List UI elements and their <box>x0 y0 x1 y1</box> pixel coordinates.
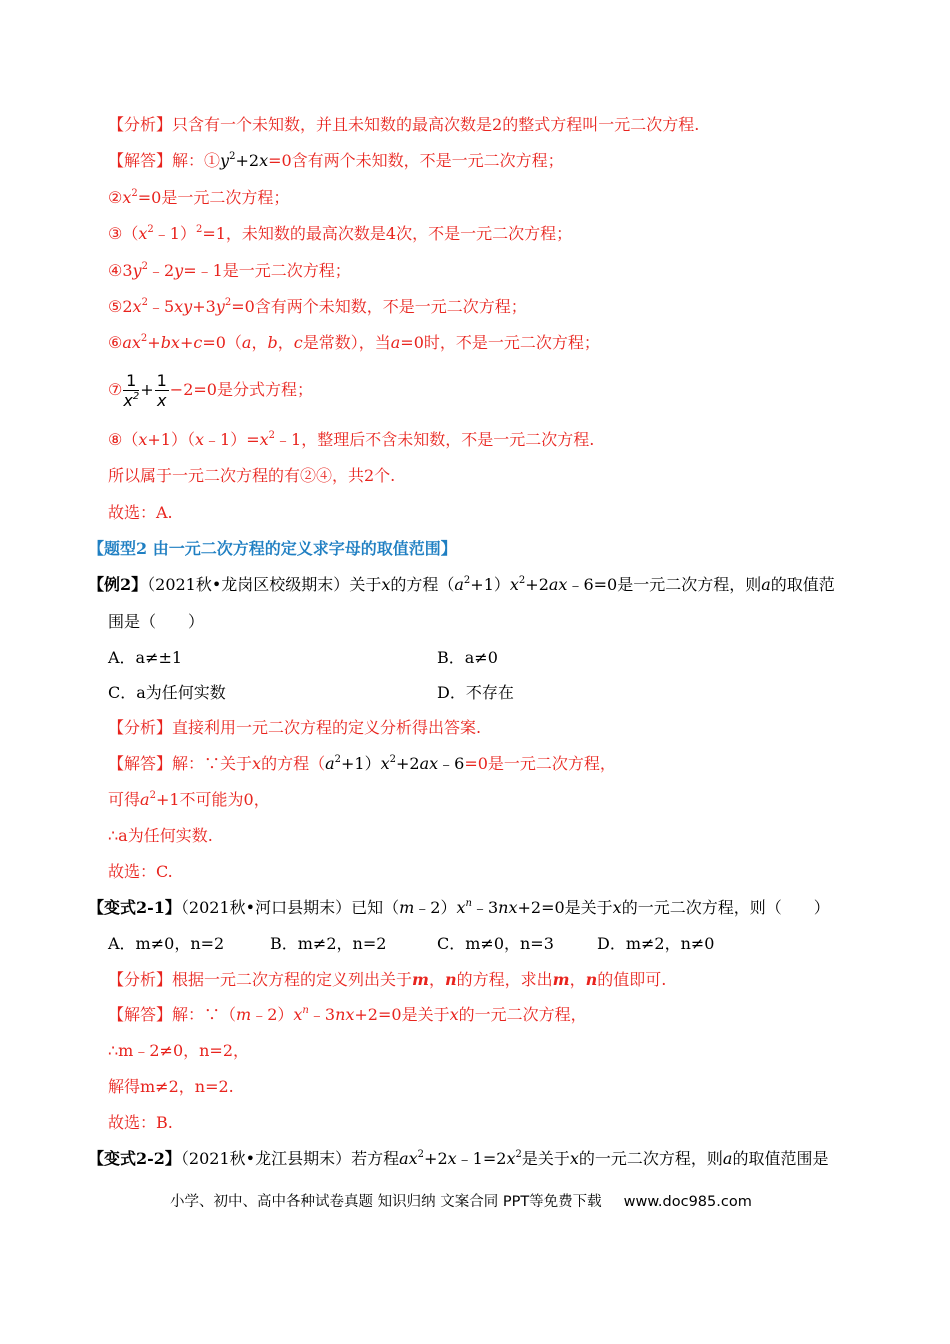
variant-2-1-answer-line-3: 解得m≠2，n=2. <box>108 1077 234 1096</box>
example-2-source: （2021秋•龙岗区校级期末） <box>147 575 350 594</box>
variant-2-1-answer-line-1: 【解答】解：$\because(m﹣2)x^n﹣3nx+2=0$是关于x的一元二次方程， <box>108 1005 587 1024</box>
section-heading-type-2 <box>88 538 457 560</box>
variant-2-1-source: （2021秋•河口县期末） <box>180 898 352 917</box>
answer-line-8 <box>108 429 594 451</box>
variant-2-1-equation: $m﹣2)x^n﹣3nx+2$ <box>399 898 542 917</box>
example-2-option-b: B．a≠0 <box>437 648 498 667</box>
variant-2-1-option-b: B．m≠2，n=2 <box>270 934 387 953</box>
variant-2-2-source: （2021秋•龙江县期末） <box>180 1149 352 1168</box>
example-2-option-a: A．a≠±1 <box>108 648 183 667</box>
item-5-text: =0含有两个未知数，不是一元二次方程； <box>231 297 527 316</box>
fraction-one-over-x-squared: $\frac{1}{x^2}$ <box>123 371 140 410</box>
footer-text: 小学、初中、高中各种试卷真题 知识归纳 文案合同 PPT等免费下载 <box>170 1194 602 1210</box>
example-2-answer-equation: $a^2+1)x^2+2ax﹣6$ <box>325 754 465 773</box>
analysis-tag: 【分析】 <box>108 115 173 134</box>
item-4-equation: $④3y^2﹣2y$ <box>108 261 184 280</box>
example-2-stem-line-2-text: 围是（ ） <box>108 612 205 631</box>
analysis-line-1 <box>108 114 699 136</box>
example-2-analysis: 【分析】直接利用一元二次方程的定义分析得出答案. <box>108 718 482 737</box>
choice-line-1 <box>108 502 173 524</box>
answer-line-4 <box>108 260 351 282</box>
footer-url[interactable]: www.doc985.com <box>623 1194 752 1210</box>
answer-line-3 <box>108 223 572 245</box>
example-2-answer-line-3: ∴a为任何实数. <box>108 826 213 845</box>
choice-text: 故选：A. <box>108 503 173 522</box>
variant-2-1-choice: 故选：B. <box>108 1113 173 1132</box>
item-1-text: =0含有两个未知数，不是一元二次方程； <box>268 151 564 170</box>
item-6-equation: $⑥ax^2+bx+c=0(a$，b，c <box>108 333 303 352</box>
page-footer <box>170 1190 752 1211</box>
conclusion-line <box>108 465 395 487</box>
example-2-stem-d: 的取值范 <box>770 575 835 594</box>
item-3-number: ③ <box>108 224 123 243</box>
answer-line-7 <box>108 369 313 411</box>
answer-intro: 解： <box>172 151 205 170</box>
variant-2-1-option-a: A．m≠0，n=2 <box>108 934 225 953</box>
item-7-minus: −2 <box>169 380 194 399</box>
item-8-number: ⑧ <box>108 430 123 449</box>
item-2-text: =0是一元二次方程； <box>137 188 290 207</box>
example-2-option-c: C．a为任何实数 <box>108 683 226 702</box>
variant-2-1-option-d: D．m≠2，n≠0 <box>597 934 715 953</box>
example-2-answer-line-1: 【解答】解：∵关于x的方程$(a^2+1)x^2+2ax﹣6=0$是一元二次方程， <box>108 754 616 773</box>
item-7-text: =0是分式方程； <box>193 380 313 399</box>
section-heading-text: 【题型2 由一元二次方程的定义求字母的取值范围】 <box>88 539 457 558</box>
item-6-end: =0时，不是一元二次方程； <box>400 333 600 352</box>
example-2-answer-line-2: 可得$a^2+1$不可能为0， <box>108 790 270 809</box>
example-2-stem-a: 关于 <box>349 575 382 594</box>
example-2-stem-line-1: 【例2】（2021秋•龙岗区校级期末）关于x的方程$(a^2+1)x^2+2ax﹣6=0$是一元二次方程，则a的取值范 <box>88 575 835 594</box>
item-3-equation: $(x^2﹣1)^2$ <box>122 224 203 243</box>
fraction-one-over-x: $\frac{1}{x}$ <box>156 371 167 410</box>
variant-2-2-tag: 【变式2-2】 <box>88 1149 181 1168</box>
example-2-equation: $a^2+1)x^2+2ax﹣6$ <box>454 575 594 594</box>
variant-2-1-option-c: C．m≠0，n=3 <box>437 934 554 953</box>
variant-2-1-analysis: 【分析】根据一元二次方程的定义列出关于m，n的方程，求出m，n的值即可. <box>108 970 667 989</box>
plus-sign: + <box>140 380 154 399</box>
variant-2-2-stem: 【变式2-2】（2021秋•龙江县期末）若方程$ax^2+2x﹣1=2x^2$是关于x的一元二次方程，则a的取值范围是 <box>88 1149 829 1168</box>
item-6-condition: a <box>390 333 401 352</box>
example-2-stem-c: =0是一元二次方程，则 <box>593 575 762 594</box>
answer-tag: 【解答】 <box>108 151 173 170</box>
analysis-text: 只含有一个未知数，并且未知数的最高次数是2的整式方程叫一元二次方程. <box>172 115 700 134</box>
answer-line-1 <box>108 150 564 172</box>
answer-line-2 <box>108 187 289 209</box>
answer-line-6 <box>108 332 600 354</box>
example-2-stem-line-2 <box>108 611 204 633</box>
answer-line-5 <box>108 296 527 318</box>
conclusion-text: 所以属于一元二次方程的有②④，共2个. <box>108 466 396 485</box>
variant-2-1-answer-equation: $m﹣2)x^n﹣3nx+2$ <box>236 1005 378 1024</box>
variant-2-1-stem: 【变式2-1】（2021秋•河口县期末）已知$(m﹣2)x^n﹣3nx+2=0$是关于x的一元二次方程，则（ ） <box>88 898 830 917</box>
item-1-number: ① <box>204 151 221 170</box>
example-2-tag: 【例2】 <box>88 575 148 594</box>
item-1-equation: $y^2+2x$ <box>220 151 269 170</box>
example-2-stem-b: 的方程（ <box>390 575 455 594</box>
example-2-option-d: D．不存在 <box>437 683 514 702</box>
item-7-number: ⑦ <box>108 380 123 399</box>
example-2-choice: 故选：C. <box>108 862 173 881</box>
item-3-text: =1，未知数的最高次数是4次，不是一元二次方程； <box>202 224 573 243</box>
variant-2-1-tag: 【变式2-1】 <box>88 898 181 917</box>
variant-2-2-equation: $ax^2+2x﹣1=2x^2$ <box>399 1149 522 1168</box>
item-6-text: 是常数），当 <box>302 333 391 352</box>
item-2-equation: $②x^2$ <box>108 188 138 207</box>
item-8-equation: $(x+1)(x﹣1)=x^2﹣1$ <box>122 430 302 449</box>
variant-2-1-answer-line-2: ∴m﹣2≠0，n=2， <box>108 1041 250 1060</box>
item-8-text: ，整理后不含未知数，不是一元二次方程. <box>301 430 595 449</box>
item-5-equation: $⑤2x^2﹣5xy+3y^2$ <box>108 297 232 316</box>
item-4-text: =﹣1是一元二次方程； <box>183 261 351 280</box>
